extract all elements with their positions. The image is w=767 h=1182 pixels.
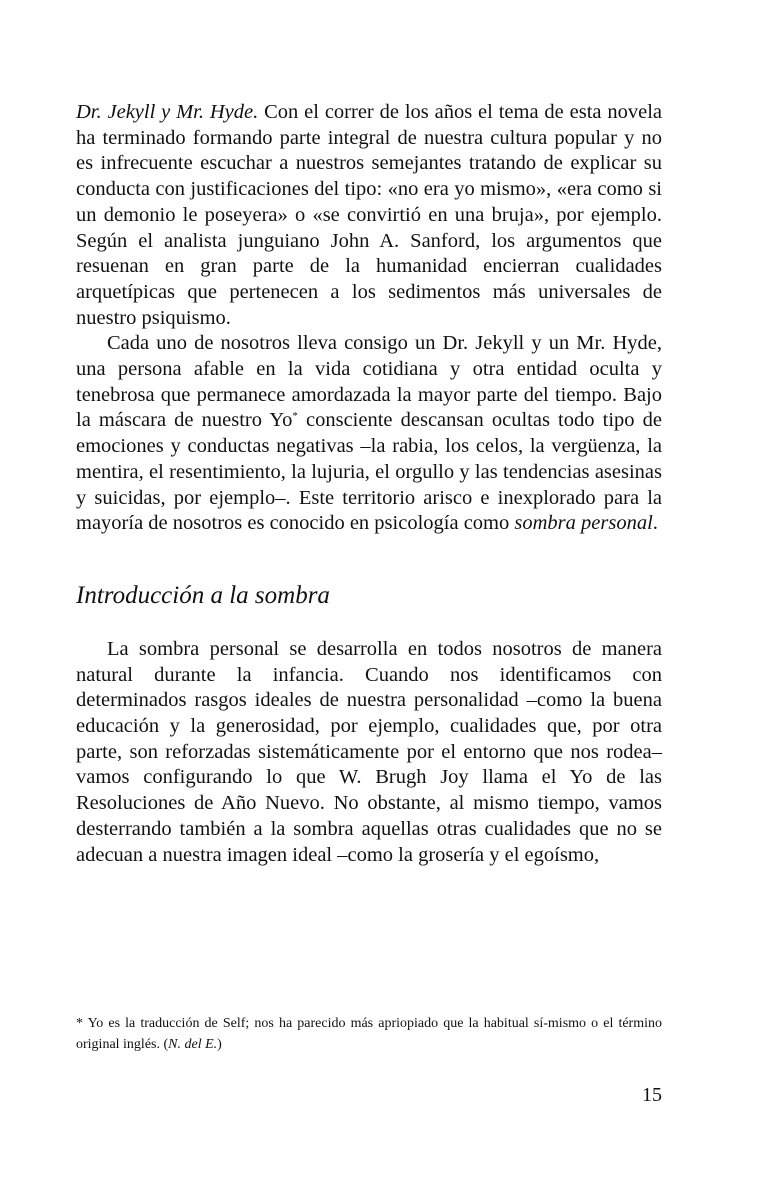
section-heading: Introducción a la sombra <box>76 581 330 609</box>
footnote <box>76 1013 662 1055</box>
paragraph-1-text: Con el correr de los años el tema de esta novela ha terminado formando parte integral de nuestra cultura popular y no es infrecuente escuchar a nuestros semejantes tratando de explicar su conducta con justificaciones del tipo: «no era yo mismo», «era como si un demonio le poseyera» o «se convirtió en una bruja», por ejemplo. Según el analista junguiano John A. Sanford, los argumentos que resuenan en gran parte de la humanidad encierran cualidades arquetípicas que pertenecen a los sedimentos más universales de nuestro psiquismo. <box>76 101 662 329</box>
paragraph-2-end: . <box>652 512 658 535</box>
paragraph-2-text-after: consciente descansan ocultas todo tipo de emociones y conductas negativas –la rabia, los celos, la vergüenza, la mentira, el resentimiento, la lujuria, el orgullo y las tendencias asesinas y suicidas, por ejemplo–. Este territorio arisco e inexplorado para la mayoría de nosotros es conocido en psicología como <box>76 409 662 535</box>
footnote-end: ) <box>217 1037 222 1052</box>
footnote-mark: * <box>292 410 298 423</box>
paragraph-2 <box>76 331 662 537</box>
book-title: Dr. Jekyll y Mr. Hyde. <box>76 101 259 123</box>
paragraph-2-text-before: Cada uno de nosotros lleva consigo un Dr. Jekyll y un Mr. Hyde, una persona afable en la vida cotidiana y otra entidad oculta y tenebrosa que permanece amordazada la mayor parte del tiempo. Bajo la máscara de nuestro Yo <box>76 332 662 432</box>
page-number: 15 <box>642 1084 662 1106</box>
footnote-text: * Yo es la traducción de Self; nos ha parecido más apriopiado que la habitual sí-mismo o el término original inglés. ( <box>76 1016 662 1052</box>
paragraph-1 <box>76 100 662 331</box>
footnote-attribution: N. del E. <box>168 1037 218 1052</box>
paragraph-3: La sombra personal se desarrolla en todos nosotros de manera natural durante la infancia. Cuando nos identificamos con determinados rasgos ideales de nuestra personalidad –como la buena educación y la generosidad, por ejemplo, cualidades que, por otra parte, son reforzadas sistemáticamente por el entorno que nos rodea– vamos configurando lo que W. Brugh Joy llama el Yo de las Resoluciones de Año Nuevo. No obstante, al mismo tiempo, vamos desterrando también a la sombra aquellas otras cualidades que no se adecuan a nuestra imagen ideal –como la grosería y el egoísmo, <box>76 637 662 866</box>
page-body <box>76 100 662 868</box>
term-sombra-personal: sombra personal <box>514 512 653 535</box>
